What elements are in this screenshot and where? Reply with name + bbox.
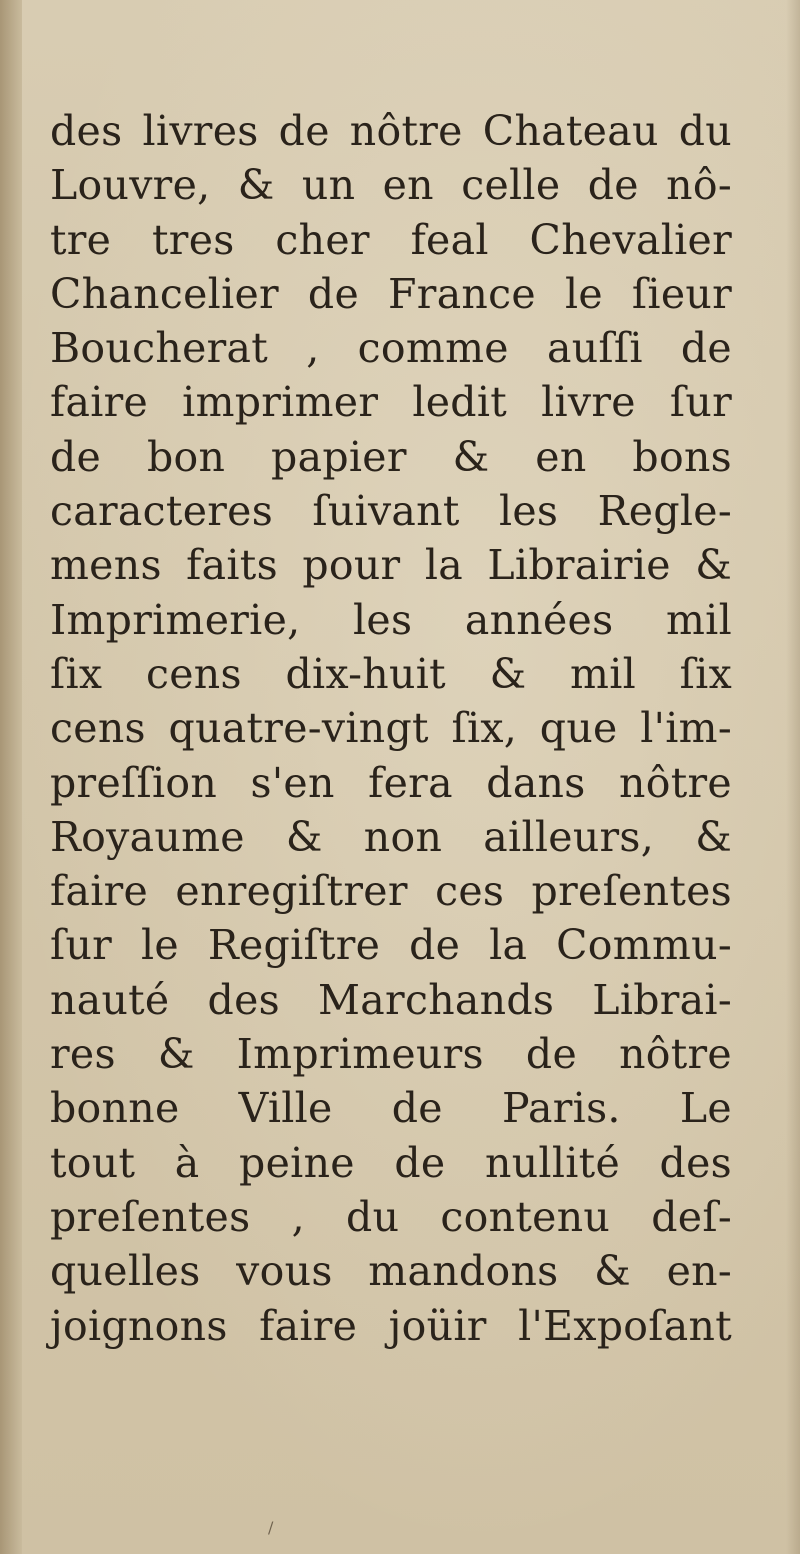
text-line: Boucherat , comme auſſi de [50, 324, 732, 373]
text-line: Chancelier de France le ſieur [50, 269, 732, 318]
text-line: preſentes , du contenu deſ- [50, 1192, 732, 1241]
page-binding-edge [0, 0, 22, 1554]
text-line: tout à peine de nullité des [50, 1138, 732, 1187]
text-line: des livres de nôtre Chateau du [50, 107, 732, 155]
text-line: nauté des Marchands Librai- [50, 975, 732, 1024]
text-line: de bon papier & en bons [50, 432, 732, 481]
text-line: joignons faire joüir l'Expoſant [50, 1301, 732, 1350]
text-line: faire enregiſtrer ces preſentes [50, 867, 732, 916]
text-line: cens quatre-vingt ſix, que l'im- [50, 704, 732, 753]
page-text-block [50, 104, 732, 1353]
text-line: bonne Ville de Paris. Le [50, 1084, 732, 1133]
text-line: caracteres ſuivant les Regle- [50, 487, 732, 536]
text-line: tre tres cher feal Chevalier [50, 215, 732, 264]
text-line: mens faits pour la Librairie & [50, 541, 732, 590]
page-right-edge [786, 0, 800, 1554]
text-line: res & Imprimeurs de nôtre [50, 1030, 732, 1079]
text-line: ſur le Regiſtre de la Commu- [50, 921, 732, 970]
text-line: Imprimerie, les années mil [50, 595, 732, 644]
text-line: ſix cens dix-huit & mil ſix [50, 649, 732, 698]
text-line: Louvre, & un en celle de nô- [50, 161, 732, 210]
text-line: Royaume & non ailleurs, & [50, 812, 732, 861]
folio-mark: / [268, 1518, 274, 1537]
text-line: preſſion s'en fera dans nôtre [50, 758, 732, 807]
text-line: quelles vous mandons & en- [50, 1247, 732, 1296]
text-line: faire imprimer ledit livre ſur [50, 378, 732, 427]
